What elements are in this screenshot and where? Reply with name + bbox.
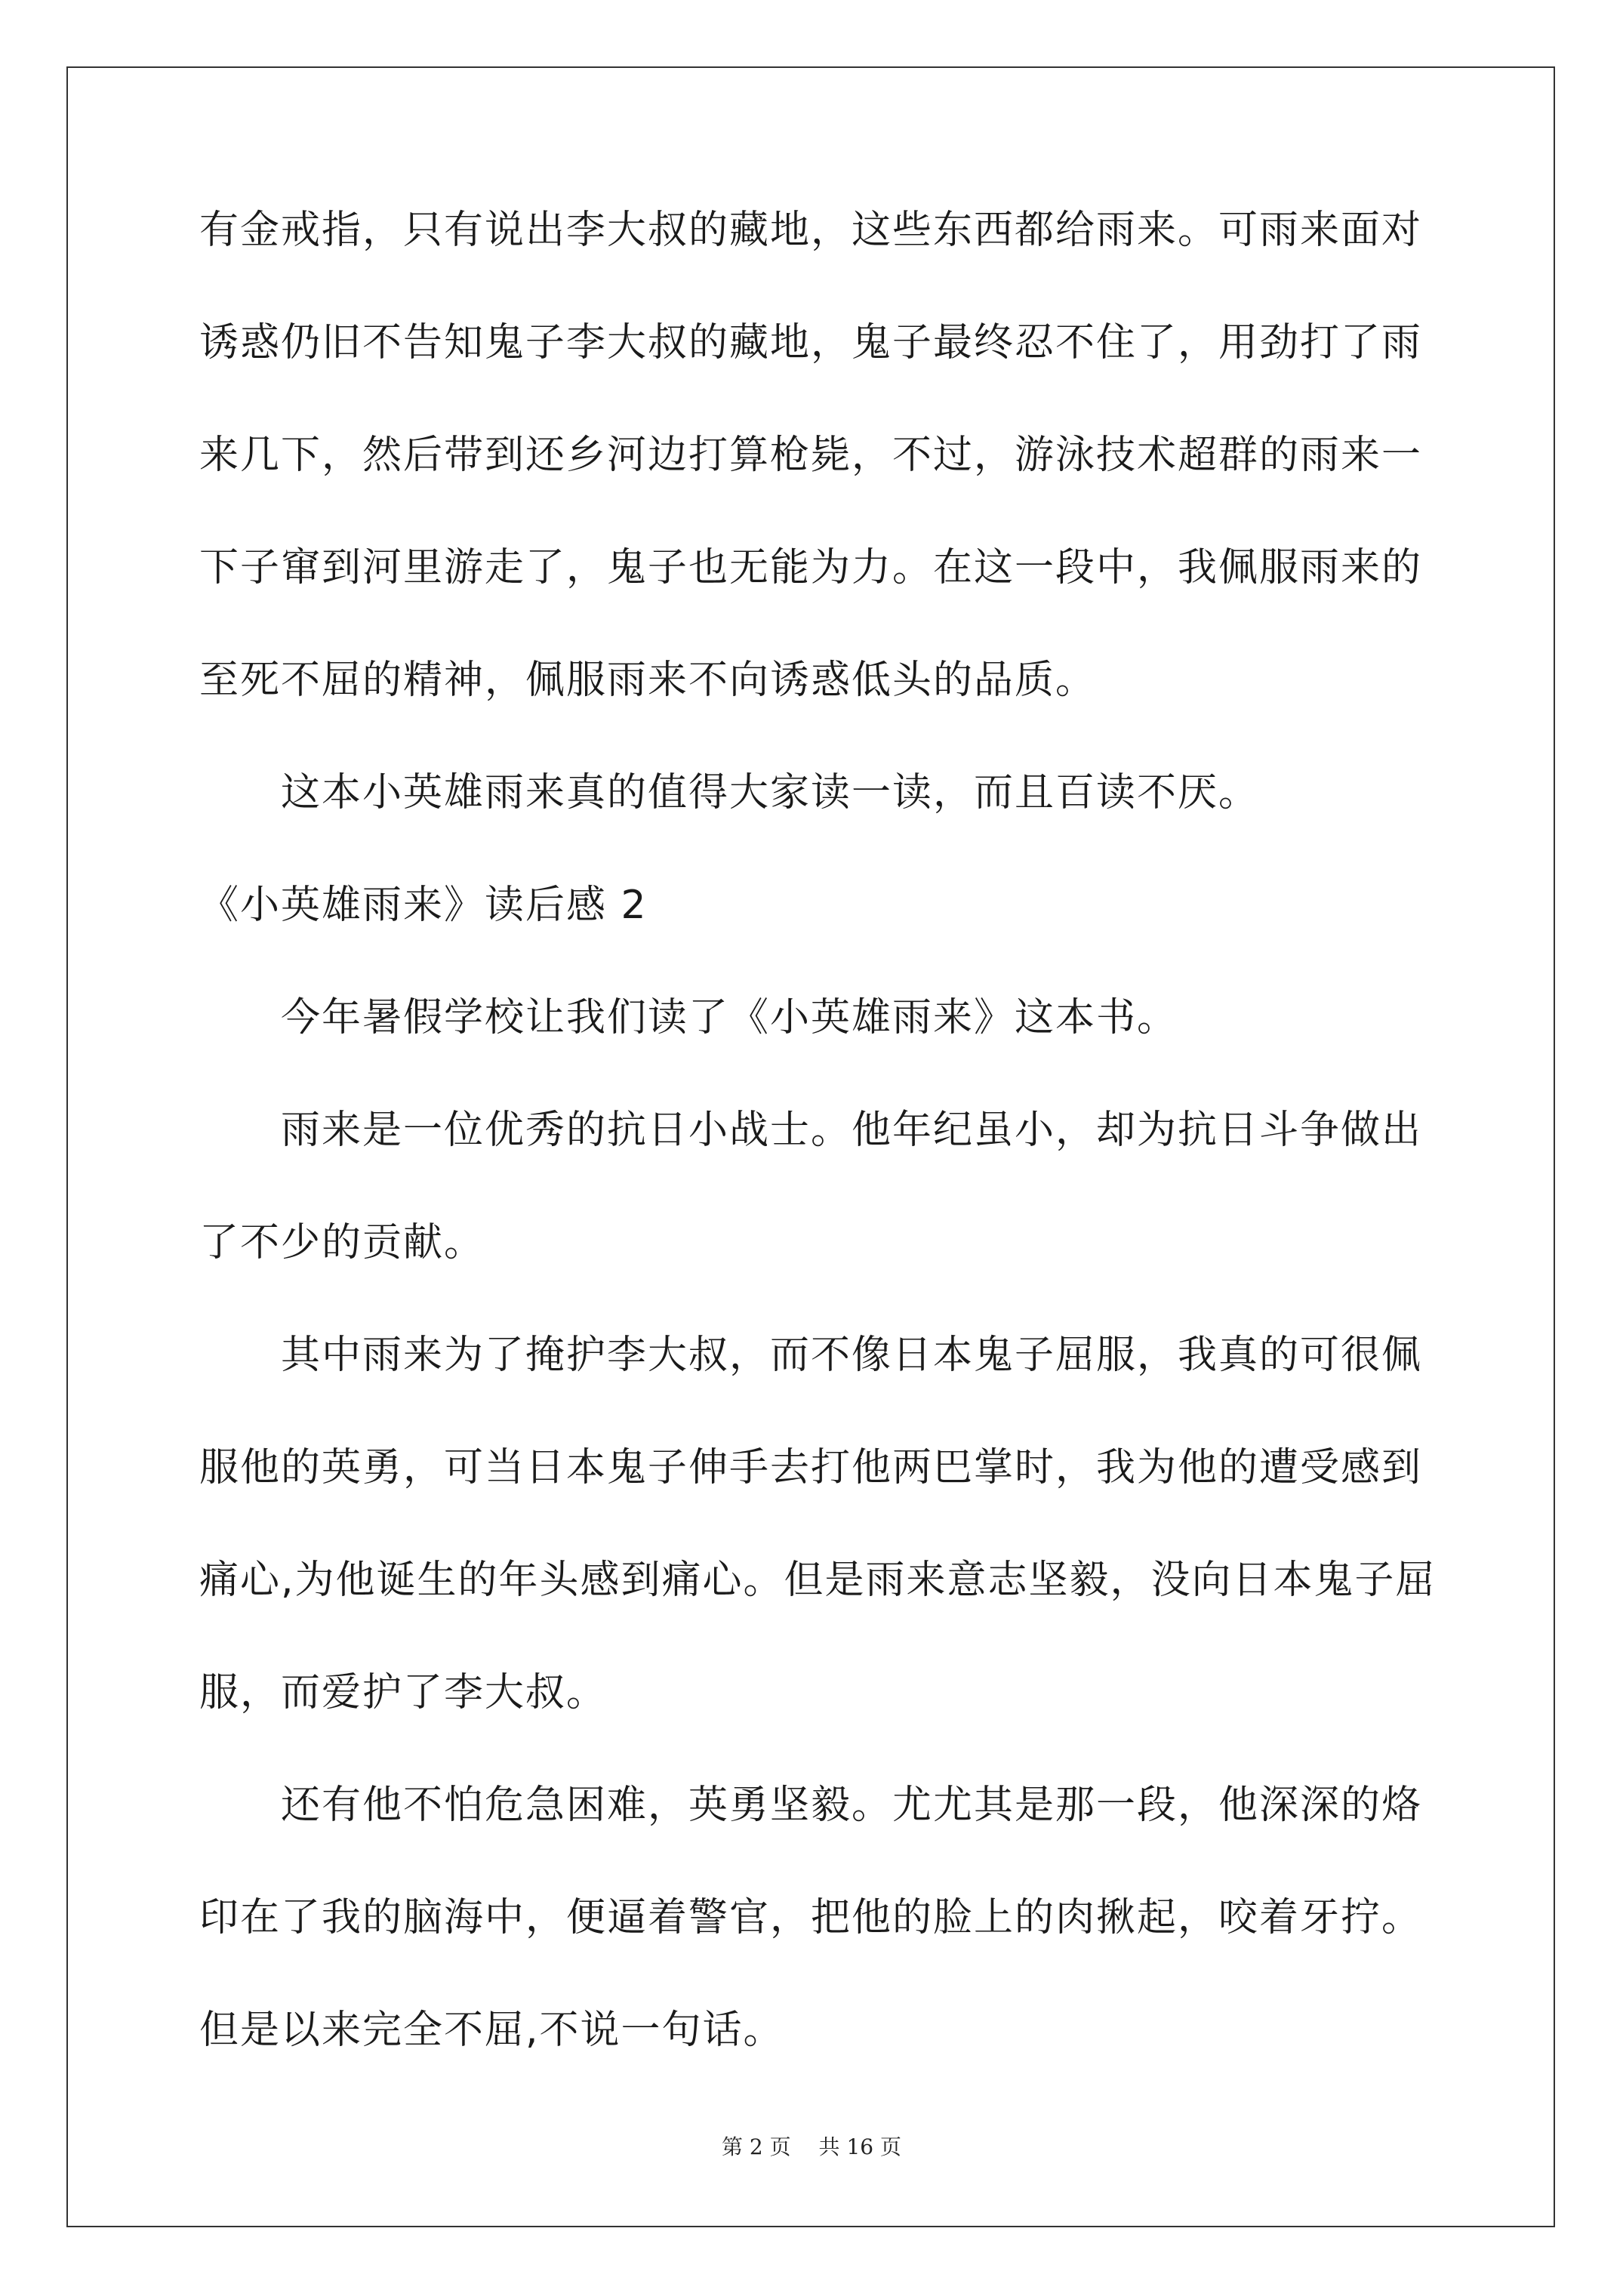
- text-line: 诱惑仍旧不告知鬼子李大叔的藏地，鬼子最终忍不住了，用劲打了雨: [199, 320, 1423, 365]
- section-heading: 《小英雄雨来》读后感 2: [199, 883, 648, 928]
- text-line: 这本小英雄雨来真的值得大家读一读，而且百读不厌。: [281, 770, 1260, 815]
- text-line: 下子窜到河里游走了，鬼子也无能为力。在这一段中，我佩服雨来的: [199, 545, 1423, 590]
- text-line: 来几下，然后带到还乡河边打算枪毙，不过，游泳技术超群的雨来一: [199, 433, 1423, 478]
- text-line: 印在了我的脑海中，便逼着警官，把他的脸上的肉揪起，咬着牙拧。: [199, 1895, 1423, 1940]
- text-line: 但是以来完全不屈,不说一句话。: [199, 2008, 784, 2053]
- text-line: 雨来是一位优秀的抗日小战士。他年纪虽小，却为抗日斗争做出: [281, 1108, 1423, 1153]
- text-line: 服他的英勇，可当日本鬼子伸手去打他两巴掌时，我为他的遭受感到: [199, 1445, 1423, 1490]
- page-number: 第 2 页: [722, 2134, 791, 2159]
- text-line: 了不少的贡献。: [199, 1220, 485, 1265]
- page-total: 共 16 页: [818, 2134, 901, 2159]
- text-line: 其中雨来为了掩护李大叔，而不像日本鬼子屈服，我真的可很佩: [281, 1333, 1423, 1378]
- text-line: 有金戒指，只有说出李大叔的藏地，这些东西都给雨来。可雨来面对: [199, 208, 1423, 253]
- text-line: 服，而爱护了李大叔。: [199, 1670, 608, 1715]
- text-line: 还有他不怕危急困难，英勇坚毅。尤尤其是那一段，他深深的烙: [281, 1783, 1423, 1828]
- text-line: 痛心,为他诞生的年头感到痛心。但是雨来意志坚毅，没向日本鬼子屈: [199, 1558, 1437, 1603]
- text-line: 至死不屈的精神，佩服雨来不向诱惑低头的品质。: [199, 658, 1097, 703]
- page-footer: [0, 2132, 1623, 2162]
- text-line: 今年暑假学校让我们读了《小英雄雨来》这本书。: [281, 995, 1178, 1040]
- document-body: [199, 204, 1437, 2116]
